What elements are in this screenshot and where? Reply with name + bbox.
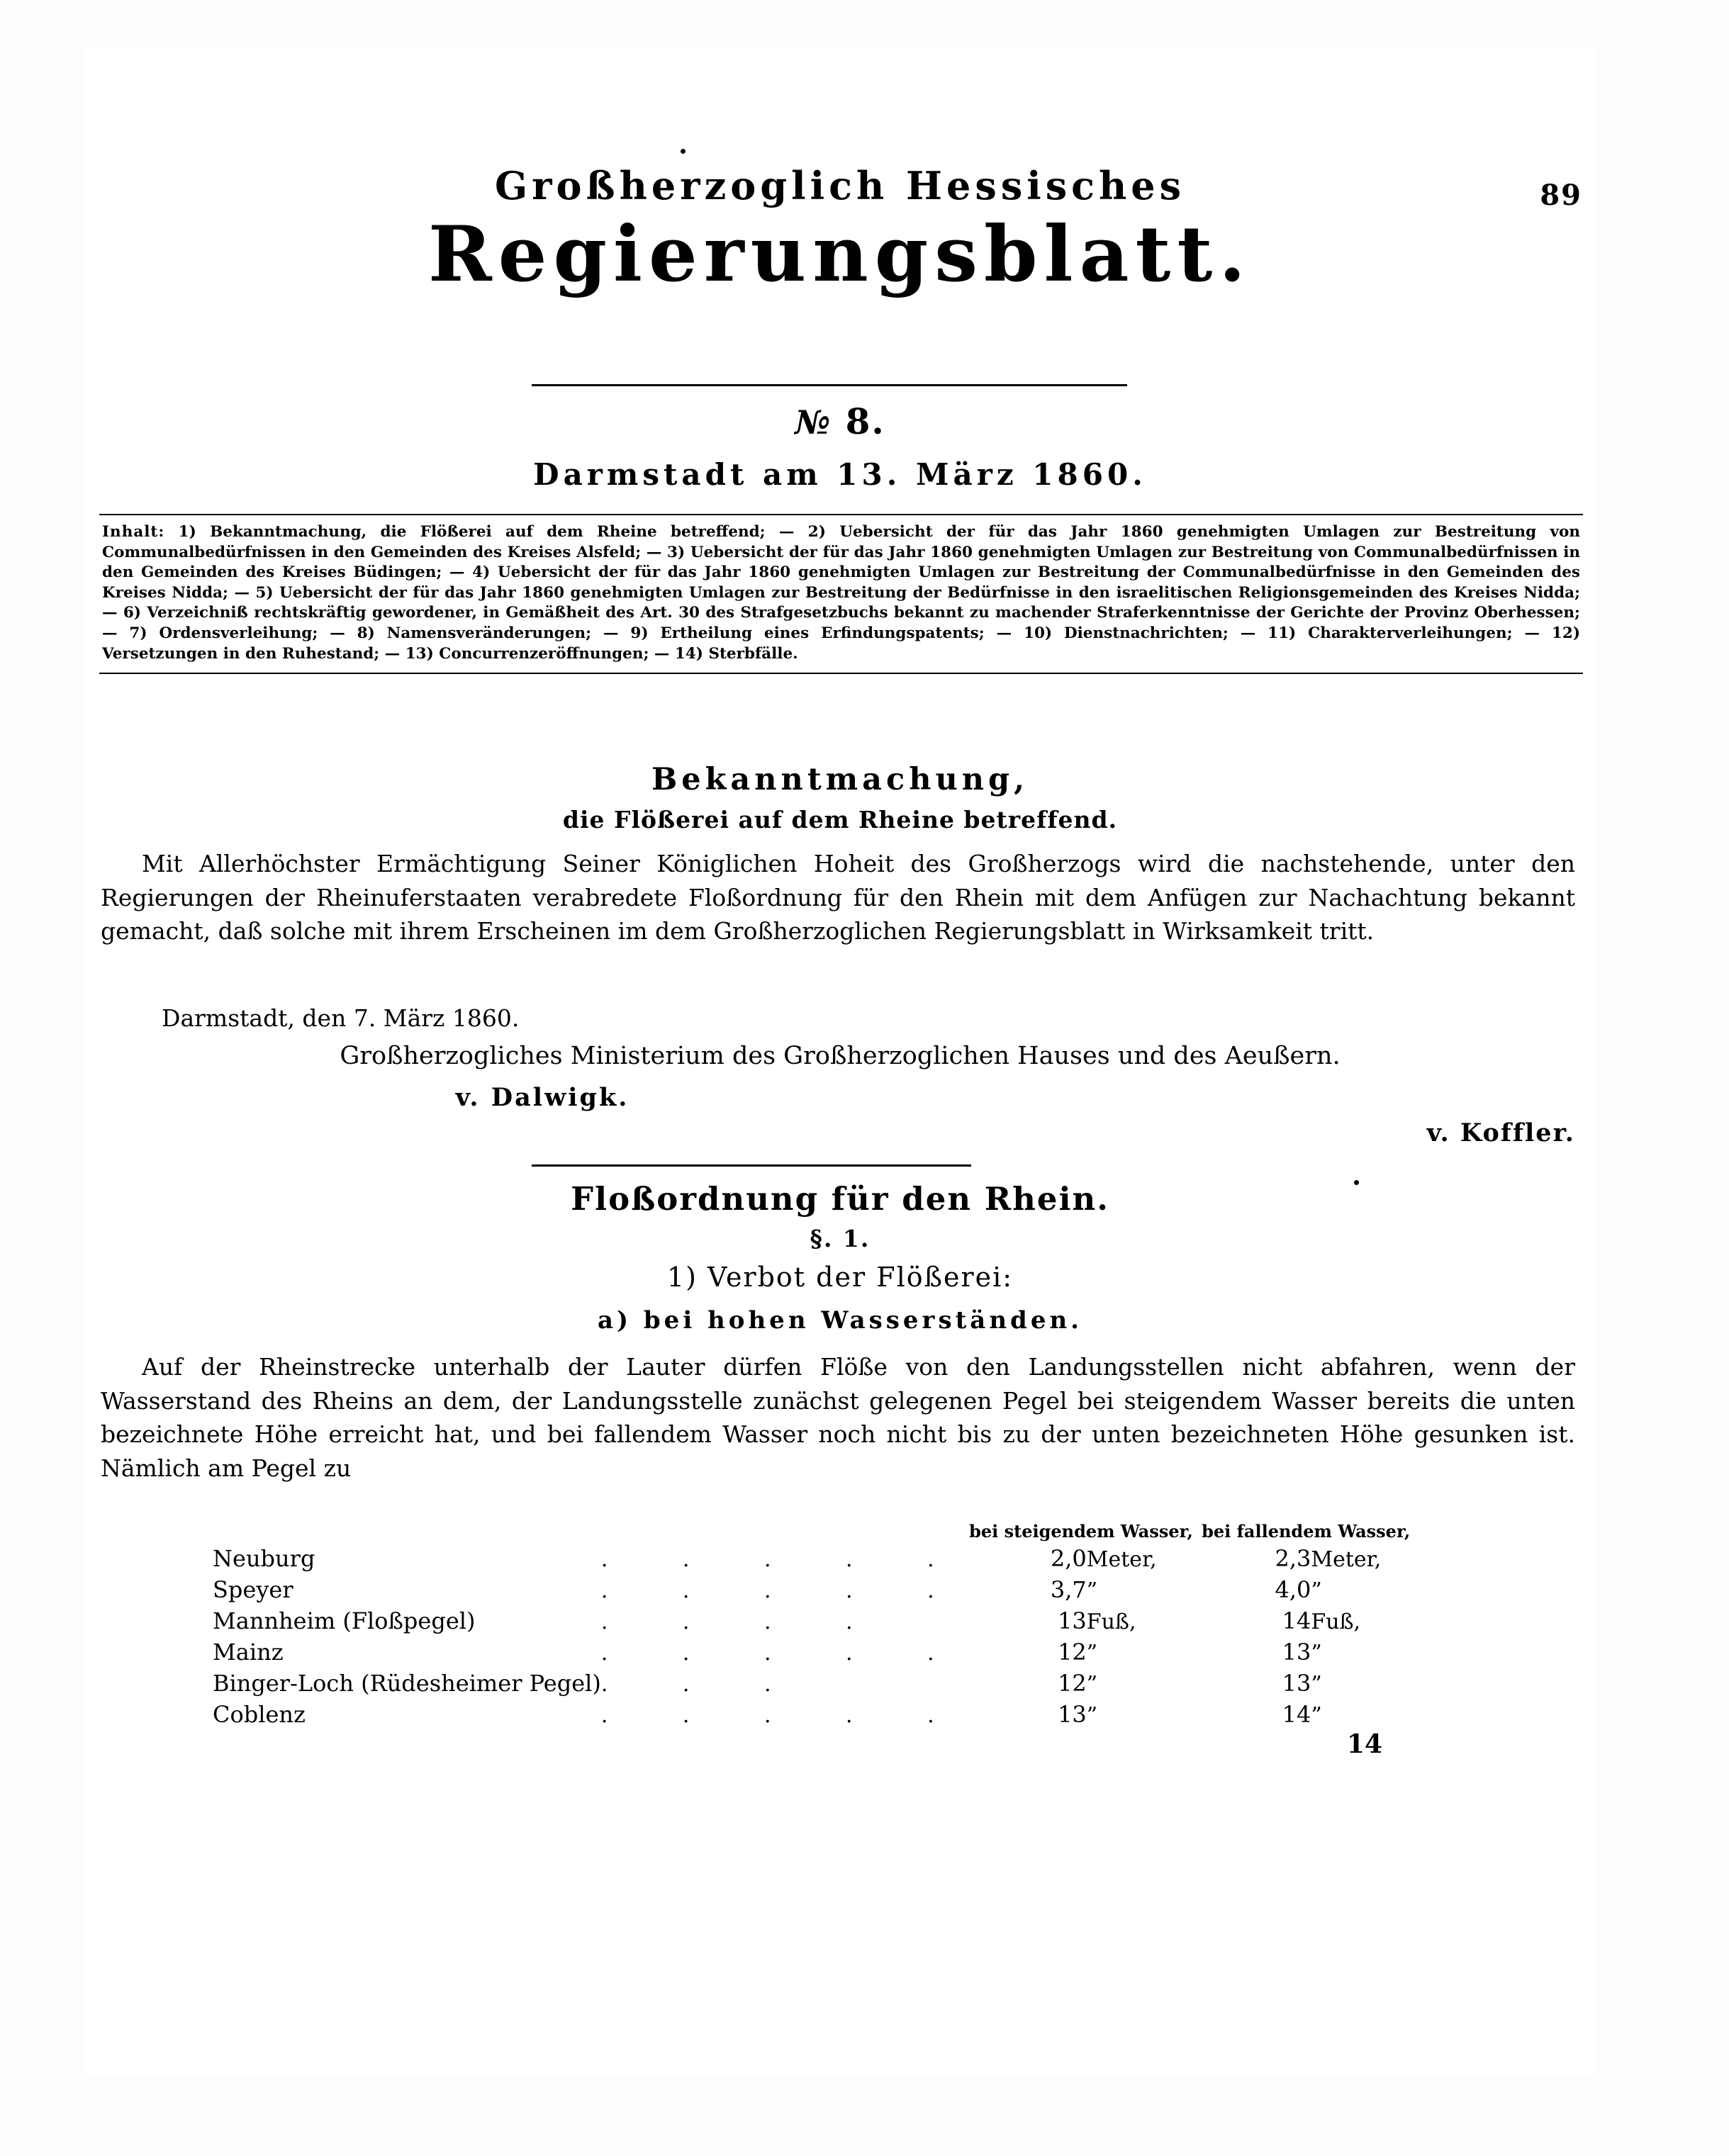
gauge-header-rising: bei steigendem Wasser,	[969, 1521, 1193, 1542]
rising-unit: ”	[1086, 1641, 1098, 1666]
page-number: 89	[1540, 179, 1582, 212]
gauge-name: Coblenz	[213, 1701, 306, 1728]
falling-unit: ”	[1311, 1578, 1322, 1603]
falling-value: 14	[1282, 1607, 1311, 1634]
ordinance-paragraph	[101, 1350, 1575, 1485]
rising-unit: ”	[1086, 1703, 1098, 1728]
falling-unit: ”	[1311, 1703, 1322, 1728]
speck-mark	[1354, 1180, 1359, 1185]
ordinance-heading: Floßordnung für den Rhein.	[571, 1180, 1109, 1218]
divider-top	[532, 384, 1127, 386]
rising-unit: Meter,	[1086, 1547, 1157, 1572]
issue-number-prefix: №	[795, 403, 832, 442]
issue-number-value: 8.	[845, 400, 885, 442]
gauge-name: Mannheim (Floßpegel)	[213, 1607, 476, 1634]
falling-value: 2,3	[1275, 1545, 1311, 1572]
rising-value: 2,0	[1050, 1545, 1087, 1572]
issue-number-line	[85, 400, 1595, 442]
falling-unit: ”	[1311, 1641, 1322, 1666]
ordinance-item-a: a) bei hohen Wasserständen.	[597, 1306, 1083, 1335]
falling-unit: Fuß,	[1311, 1610, 1361, 1634]
falling-value: 13	[1282, 1670, 1311, 1697]
gauge-table-body	[213, 1543, 1418, 1730]
signature-right: v. Koffler.	[1426, 1118, 1575, 1147]
contents-box	[99, 514, 1583, 674]
contents-body: 1) Bekanntmachung, die Flößerei auf dem Rheine betreffend; — 2) Uebersicht der für das Jahr 1860 genehmigten Umlagen zur Bestreitung von Communalbedürfnissen in den Gemeinden des Kreises Alsfeld; — 3) Uebersicht der für das Jahr 1860 genehmigten Umlagen zur Bestreitung von Communalbedürfnissen in den Gemeinden des Kreises Büdingen; — 4) Uebersicht der für das Jahr 1860 genehmigten Umlagen zur Bestreitung der Communalbedürfnisse in den Gemeinden des Kreises Nidda; — 5) Uebersicht der für das Jahr 1860 genehmigten Umlagen zur Bestreitung der Bedürfnisse in den israelitischen Religionsgemeinden des Kreises Nidda; — 6) Verzeichniß rechtskräftig gewordener, in Gemäßheit des Art. 30 des Strafgesetzbuchs bekannt zu machender Straferkenntnisse der Gerichte der Provinz Oberhessen; — 7) Ordensverleihung; — 8) Namensveränderungen; — 9) Ertheilung eines Erfindungspatents; — 10) Dienstnachrichten; — 11) Charakterverleihungen; — 12) Versetzungen in den Ruhestand; — 13) Concurrenzeröffnungen; — 14) Sterbfälle.	[102, 523, 1580, 663]
rising-value: 13	[1058, 1607, 1087, 1634]
signature-number: 14	[1346, 1729, 1382, 1759]
ministry-line: Großherzogliches Ministerium des Großherzoglichen Hauses und des Aeußern.	[340, 1042, 1341, 1070]
section-marker: §. 1.	[810, 1225, 871, 1252]
divider-middle	[532, 1164, 971, 1167]
gauge-header-name	[213, 1520, 601, 1543]
rising-value: 12	[1058, 1639, 1087, 1666]
gauge-name: Neuburg	[213, 1545, 315, 1572]
rising-value: 12	[1058, 1670, 1087, 1697]
falling-value: 14	[1282, 1701, 1311, 1728]
table-row	[213, 1543, 1418, 1574]
masthead-line-1: Großherzoglich Hessisches	[494, 163, 1186, 208]
place-date-line: Darmstadt, den 7. März 1860.	[162, 1004, 520, 1032]
ordinance-item-1: 1) Verbot der Flößerei:	[666, 1262, 1014, 1293]
falling-unit: Meter,	[1311, 1547, 1382, 1572]
contents-label: Inhalt:	[102, 523, 165, 541]
leader-dots: . . . .	[600, 1610, 887, 1634]
announcement-paragraph-text: Mit Allerhöchster Ermächtigung Seiner Königlichen Hoheit des Großherzogs wird die nachstehende, unter den Regierungen der Rheinuferstaaten verabredete Floßordnung für den Rhein mit dem Anfügen zur Nachachtung bekannt gemacht, daß solche mit ihrem Erscheinen im dem Großherzoglichen Regierungsblatt in Wirksamkeit tritt.	[101, 850, 1575, 945]
table-row	[213, 1699, 1418, 1730]
falling-value: 4,0	[1275, 1576, 1311, 1603]
gauge-name: Binger-Loch (Rüdesheimer Pegel)	[213, 1670, 601, 1697]
table-row	[213, 1605, 1418, 1636]
speck-mark	[681, 149, 686, 154]
falling-unit: ”	[1311, 1672, 1322, 1697]
masthead-line-2: Regierungsblatt.	[428, 210, 1252, 299]
rising-unit: ”	[1086, 1578, 1098, 1603]
rising-value: 13	[1058, 1701, 1087, 1728]
contents-text-block	[102, 522, 1580, 664]
gauge-table-header-row	[213, 1520, 1418, 1543]
leader-dots: . . . . .	[600, 1578, 968, 1603]
ordinance-paragraph-text: Auf der Rheinstrecke unterhalb der Lauter dürfen Flöße von den Landungsstellen nicht abfahren, wenn der Wasserstand des Rheins an dem, der Landungsstelle zunächst gelegenen Pegel bei steigendem Wasser bereits die unten bezeichnete Höhe erreicht hat, und bei fallendem Wasser noch nicht bis zu der unten bezeichneten Höhe gesunken ist. Nämlich am Pegel zu	[101, 1353, 1575, 1482]
gauge-name: Mainz	[213, 1639, 284, 1666]
issue-date: Darmstadt am 13. März 1860.	[533, 457, 1147, 492]
signature-left: v. Dalwigk.	[455, 1083, 630, 1112]
leader-dots: . . .	[600, 1672, 805, 1697]
leader-dots: . . . . .	[600, 1641, 968, 1666]
rising-unit: Fuß,	[1086, 1610, 1136, 1634]
masthead	[85, 163, 1595, 299]
leader-dots: . . . . .	[600, 1703, 968, 1728]
leader-dots: . . . . .	[600, 1547, 968, 1572]
announcement-subheading: die Flößerei auf dem Rheine betreffend.	[562, 806, 1118, 833]
table-row	[213, 1636, 1418, 1668]
gauge-name: Speyer	[213, 1576, 293, 1603]
table-row	[213, 1574, 1418, 1605]
rising-unit: ”	[1086, 1672, 1098, 1697]
gauge-header-falling: bei fallendem Wasser,	[1202, 1521, 1411, 1542]
gauge-header-dots	[601, 1520, 968, 1543]
gauge-table	[213, 1520, 1418, 1730]
announcement-paragraph	[101, 847, 1575, 948]
announcement-heading: Bekanntmachung,	[651, 762, 1029, 797]
page-sheet	[85, 43, 1595, 2077]
rising-value: 3,7	[1050, 1576, 1087, 1603]
falling-value: 13	[1282, 1639, 1311, 1666]
table-row	[213, 1668, 1418, 1699]
gauge-table-head	[213, 1520, 1418, 1543]
